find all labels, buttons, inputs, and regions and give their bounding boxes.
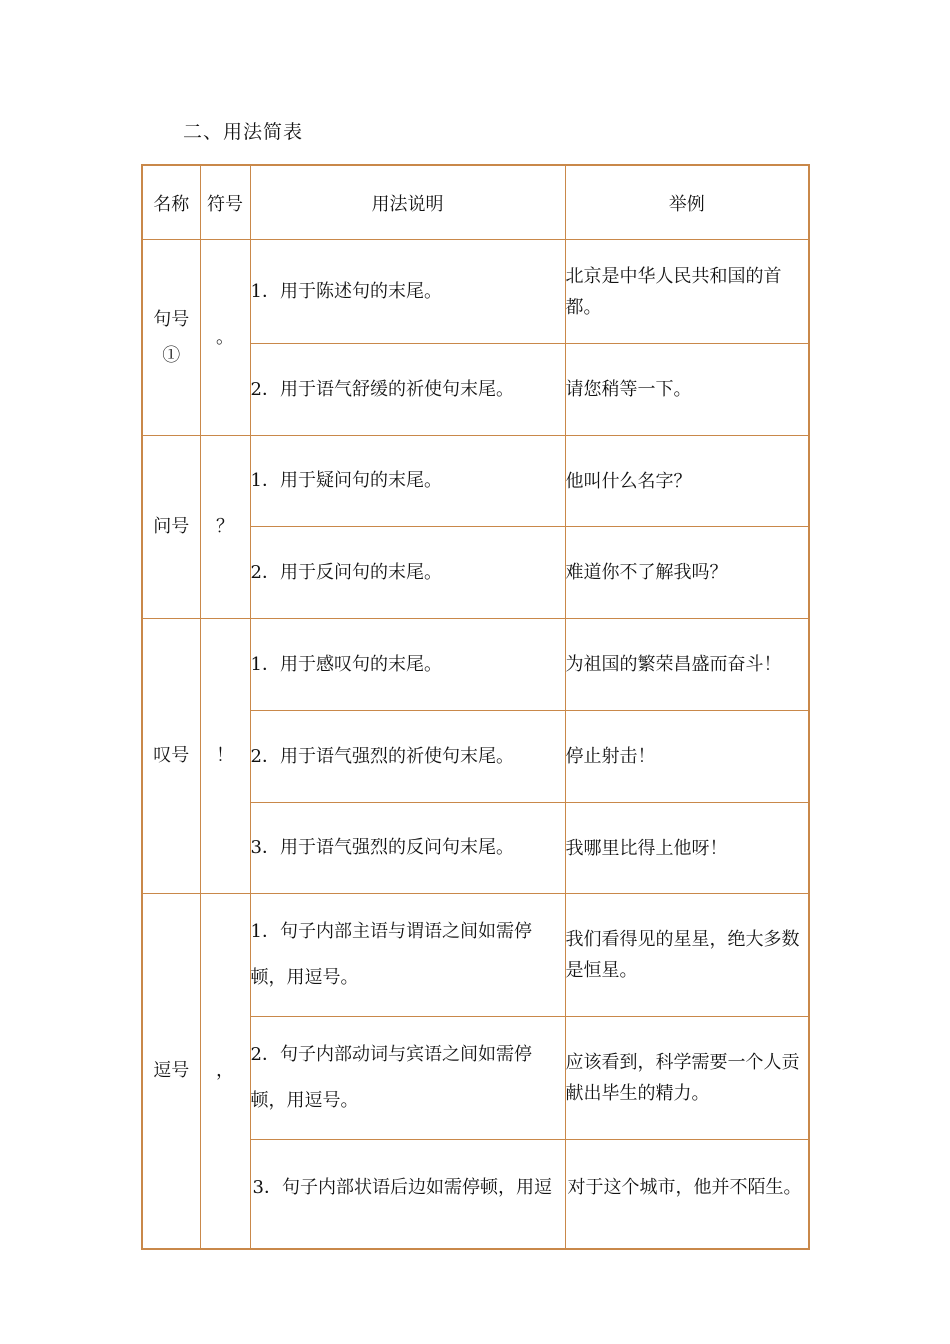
punct-symbol: ！ [200, 619, 250, 894]
example-text: 为祖国的繁荣昌盛而奋斗！ [565, 619, 809, 711]
usage-text: 1．用于陈述句的末尾。 [250, 240, 565, 344]
usage-text: 1．用于感叹句的末尾。 [250, 619, 565, 711]
header-example: 举例 [565, 165, 809, 240]
punct-symbol: 。 [200, 240, 250, 436]
example-text: 难道你不了解我吗？ [565, 527, 809, 619]
example-cell [565, 1140, 809, 1250]
example-text: 我们看得见的星星，绝大多数是恒星。 [565, 894, 809, 1017]
table-row [142, 436, 809, 527]
usage-text: 2．用于语气舒缓的祈使句末尾。 [250, 344, 565, 436]
example-text: 请您稍等一下。 [565, 344, 809, 436]
usage-cell [250, 1140, 565, 1250]
example-text: 北京是中华人民共和国的首都。 [565, 240, 809, 344]
table-row [142, 240, 809, 344]
usage-text: 3．句子内部状语后边如需停顿，用逗 [252, 1177, 552, 1198]
punct-name: 逗号 [142, 894, 200, 1250]
usage-text: 1．用于疑问句的末尾。 [250, 436, 565, 527]
punct-symbol: ？ [200, 436, 250, 619]
usage-text: 2．句子内部动词与宾语之间如需停顿，用逗号。 [250, 1017, 565, 1140]
table-row [142, 894, 809, 1017]
example-text: 应该看到，科学需要一个人贡献出毕生的精力。 [565, 1017, 809, 1140]
punct-name: 叹号 [142, 619, 200, 894]
example-text: 停止射击！ [565, 711, 809, 803]
example-text: 他叫什么名字？ [565, 436, 809, 527]
table-header-row [142, 165, 809, 240]
usage-text: 2．用于语气强烈的祈使句末尾。 [250, 711, 565, 803]
usage-text: 3．用于语气强烈的反问句末尾。 [250, 803, 565, 894]
header-usage: 用法说明 [250, 165, 565, 240]
punct-name: 问号 [142, 436, 200, 619]
example-text: 对于这个城市，他并不陌生。 [567, 1177, 802, 1198]
header-symbol: 符号 [200, 165, 250, 240]
usage-text: 2．用于反问句的末尾。 [250, 527, 565, 619]
usage-text: 1．句子内部主语与谓语之间如需停顿，用逗号。 [250, 894, 565, 1017]
usage-table [141, 164, 810, 1250]
example-text: 我哪里比得上他呀！ [565, 803, 809, 894]
header-name: 名称 [142, 165, 200, 240]
table-row [142, 619, 809, 711]
punct-name: 句号① [142, 240, 200, 436]
section-heading: 二、用法简表 [183, 121, 304, 143]
punct-symbol: ， [200, 894, 250, 1250]
